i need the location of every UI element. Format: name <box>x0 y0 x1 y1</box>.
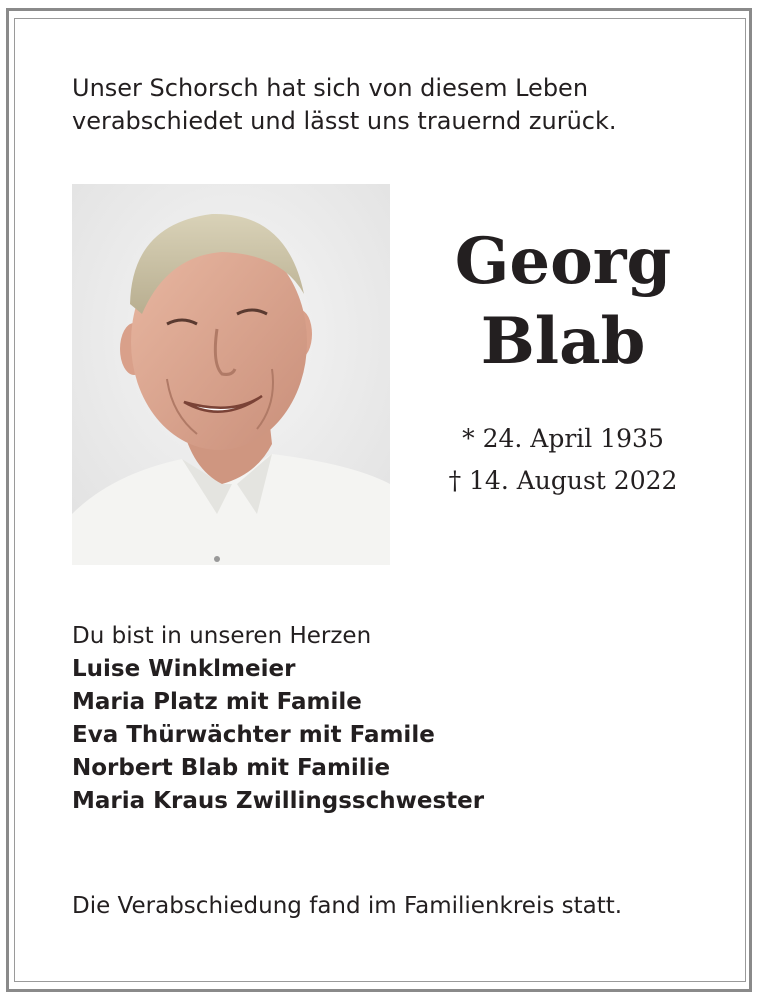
mourners-lead: Du bist in unseren Herzen <box>72 623 372 649</box>
first-name: Georg <box>454 224 672 299</box>
deceased-name <box>400 222 726 382</box>
intro-line-1: Unser Schorsch hat sich von diesem Leben <box>72 74 589 102</box>
death-date: † 14. August 2022 <box>448 466 678 495</box>
portrait-photo <box>72 184 390 565</box>
last-name: Blab <box>480 304 646 379</box>
mourner-name: Norbert Blab mit Familie <box>72 755 391 781</box>
portrait-illustration <box>72 184 390 565</box>
closing-text: Die Verabschiedung fand im Familienkreis statt. <box>72 893 623 919</box>
mourners-list <box>72 620 712 818</box>
mourner-name: Luise Winklmeier <box>72 656 296 682</box>
birth-date: * 24. April 1935 <box>462 424 664 453</box>
mourner-name: Maria Platz mit Famile <box>72 689 362 715</box>
intro-text <box>72 72 712 138</box>
life-dates <box>400 418 726 502</box>
mourner-name: Maria Kraus Zwillingsschwester <box>72 788 485 814</box>
intro-line-2: verabschiedet und lässt uns trauernd zurück. <box>72 107 617 135</box>
mourner-name: Eva Thürwächter mit Famile <box>72 722 435 748</box>
